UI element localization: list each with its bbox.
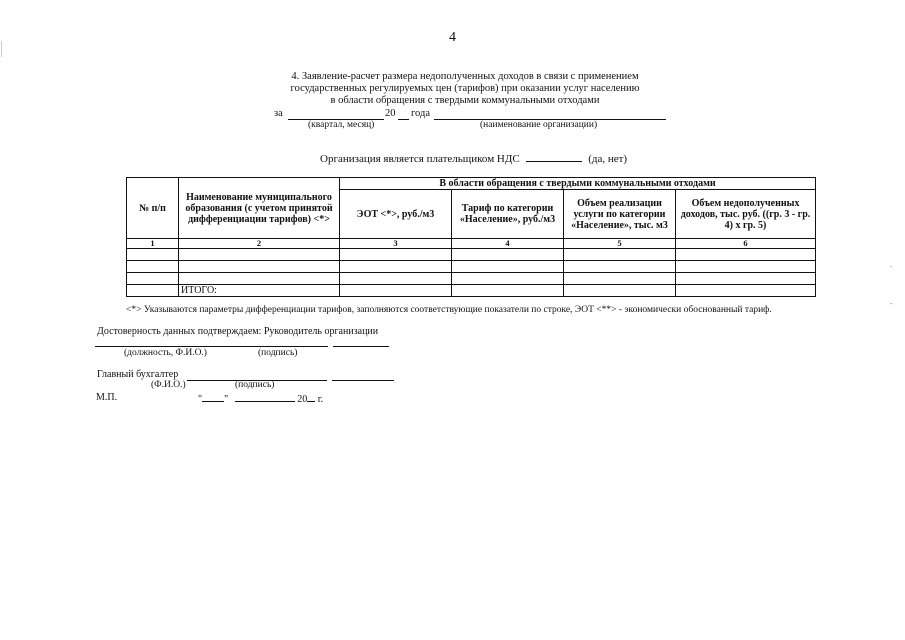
year-blank[interactable] [398,110,409,120]
head-signature-caption: (подпись) [258,348,298,358]
total-row [127,285,816,297]
column-number: 6 [676,239,816,249]
column-number: 5 [564,239,676,249]
date-line [198,392,323,405]
vat-options: (да, нет) [588,153,628,165]
vat-label: Организация является плательщиком НДС [320,153,520,165]
header-eot: ЭОТ <*>, руб./м3 [340,190,452,239]
table-row [127,249,816,261]
page-number: 4 [449,30,456,45]
table-cell[interactable] [179,249,340,261]
column-number: 4 [452,239,564,249]
column-number: 1 [127,239,179,249]
header-row-number: № п/п [127,178,179,239]
table-cell[interactable] [676,273,816,285]
header-municipality: Наименование муниципального образования (с учетом принятой дифференциации тарифов) <*> [179,178,340,239]
period-caption: (квартал, месяц) [308,120,375,130]
table-cell[interactable] [340,261,452,273]
confirmation-text: Достоверность данных подтверждаем: Руководитель организации [97,326,379,337]
scan-mark: - [890,299,893,308]
period-prefix: за [274,108,283,119]
vat-line [320,152,627,165]
form-title-line-3: в области обращения с твердыми коммунальными отходами [330,95,600,106]
accountant-label: Главный бухгалтер [97,369,179,380]
table-cell[interactable] [179,261,340,273]
header-lost-income: Объем недополученных доходов, тыс. руб. ((гр. 3 - гр. 4) x гр. 5) [676,190,816,239]
table-cell[interactable] [127,261,179,273]
table-cell[interactable] [127,249,179,261]
header-volume: Объем реализации услуги по категории «Население», тыс. м3 [564,190,676,239]
table-cell[interactable] [452,273,564,285]
form-title-line-2: государственных регулируемых цен (тарифов) при оказании услуг населению [290,83,640,94]
table-cell[interactable] [564,249,676,261]
date-quote-close: " [224,394,229,405]
head-position-line[interactable] [95,345,328,347]
table-cell[interactable] [340,273,452,285]
table-cell[interactable] [452,261,564,273]
form-title [230,71,700,107]
column-number: 3 [340,239,452,249]
accountant-signature-line[interactable] [332,379,394,381]
header-group-waste: В области обращения с твердыми коммунальными отходами [340,178,816,190]
table-cell[interactable] [564,273,676,285]
vat-blank[interactable] [526,152,582,162]
date-day-blank[interactable] [202,392,224,402]
table-cell[interactable] [127,285,179,297]
table-cell[interactable] [127,273,179,285]
header-tariff: Тариф по категории «Население», руб./м3 [452,190,564,239]
total-cell-volume[interactable] [564,285,676,297]
table-cell[interactable] [340,249,452,261]
date-year-suffix: г. [317,394,324,405]
year-prefix: 20 [385,108,396,119]
total-cell-lost-income[interactable] [676,285,816,297]
table-row [127,261,816,273]
total-cell-eot[interactable] [340,285,452,297]
calculation-table [126,177,816,297]
date-year-blank[interactable] [307,392,315,402]
total-label: ИТОГО: [179,285,340,297]
form-title-line-1: 4. Заявление-расчет размера недополученных доходов в связи с применением [291,71,639,82]
stamp-label: М.П. [96,392,118,403]
organization-name-blank[interactable] [434,110,666,120]
scan-mark: | [1,40,3,49]
accountant-name-caption: (Ф.И.О.) [151,380,186,390]
column-number: 2 [179,239,340,249]
accountant-signature-caption: (подпись) [235,380,275,390]
scan-mark: | [1,48,3,57]
organization-caption: (наименование организации) [480,120,598,130]
table-cell[interactable] [676,261,816,273]
scan-mark: - [890,262,893,271]
table-cell[interactable] [564,261,676,273]
head-position-caption: (должность, Ф.И.О.) [124,348,207,358]
date-year-prefix: 20 [297,394,308,405]
head-signature-line[interactable] [333,345,389,347]
table-cell[interactable] [452,249,564,261]
footnote: <*> Указываются параметры дифференциации тарифов, заполняются соответствующие показатели по строке, ЭОТ <**> - экономически обоснованный тариф. [126,305,772,315]
column-number-row [127,239,816,249]
table-cell[interactable] [179,273,340,285]
table-row [127,273,816,285]
table-cell[interactable] [676,249,816,261]
total-cell-tariff[interactable] [452,285,564,297]
year-suffix: года [411,108,430,119]
date-month-blank[interactable] [235,392,295,402]
date-quote-open: " [198,394,203,405]
period-blank[interactable] [288,110,384,120]
